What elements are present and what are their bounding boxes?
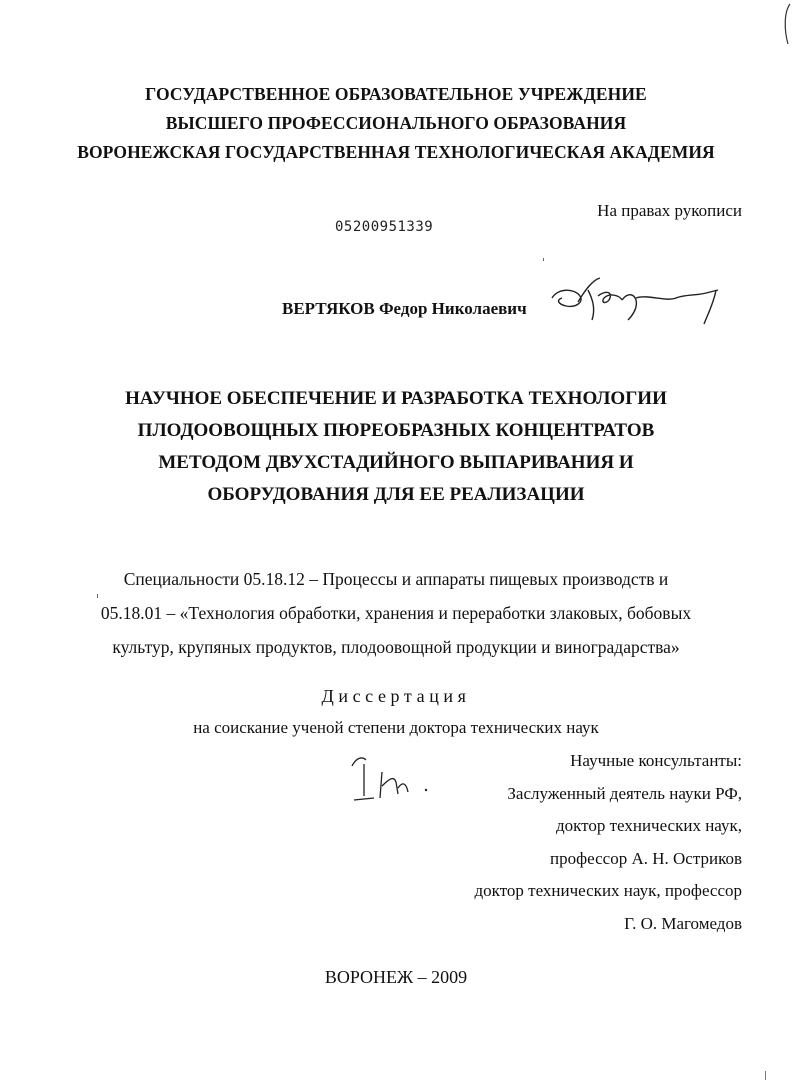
title-line-1: НАУЧНОЕ ОБЕСПЕЧЕНИЕ И РАЗРАБОТКА ТЕХНОЛОГИИ	[125, 388, 667, 409]
city-year: ВОРОНЕЖ – 2009	[324, 967, 468, 987]
author-signature	[548, 268, 728, 328]
consultant-line-3: профессор А. Н. Остриков	[550, 848, 742, 868]
specialty-line-3: культур, крупяных продуктов, плодоовощной продукции и виноградарства»	[112, 637, 680, 657]
manuscript-rights-note: На правах рукописи	[597, 201, 742, 220]
consultant-line-4: доктор технических наук, профессор	[474, 881, 742, 900]
institution-line-2: ВЫСШЕГО ПРОФЕССИОНАЛЬНОГО ОБРАЗОВАНИЯ	[165, 113, 627, 133]
work-type: Диссертация	[321, 686, 471, 706]
consultant-line-2: доктор технических наук,	[555, 816, 742, 835]
title-line-3: МЕТОДОМ ДВУХСТАДИЙНОГО ВЫПАРИВАНИЯ И	[158, 452, 634, 473]
consultant-line-1: Заслуженный деятель науки РФ,	[507, 783, 742, 803]
institution-header	[0, 80, 792, 167]
document-code: 05200951339	[335, 219, 434, 235]
title-line-2: ПЛОДООВОЩНЫХ ПЮРЕОБРАЗНЫХ КОНЦЕНТРАТОВ	[137, 420, 655, 441]
specialty-line-1: Специальности 05.18.12 – Процессы и аппараты пищевых производств и	[123, 569, 669, 589]
institution-line-3: ВОРОНЕЖСКАЯ ГОСУДАРСТВЕННАЯ ТЕХНОЛОГИЧЕСКАЯ АКАДЕМИЯ	[77, 142, 715, 162]
specialty-line-2: 05.18.01 – «Технология обработки, хранения и переработки злаковых, бобовых	[100, 603, 692, 623]
consultant-line-5: Г. О. Магомедов	[624, 913, 742, 933]
scan-speck	[96, 593, 100, 599]
author-name	[282, 299, 527, 319]
consultants-heading: Научные консультанты:	[570, 751, 742, 770]
institution-line-1: ГОСУДАРСТВЕННОЕ ОБРАЗОВАТЕЛЬНОЕ УЧРЕЖДЕНИЕ	[145, 84, 647, 104]
consultant-signature	[344, 752, 444, 812]
degree-line: на соискание ученой степени доктора технических наук	[193, 718, 599, 737]
dissertation-title	[0, 383, 792, 511]
scan-edge-mark	[778, 0, 792, 50]
title-line-4: ОБОРУДОВАНИЯ ДЛЯ ЕЕ РЕАЛИЗАЦИИ	[207, 484, 585, 505]
scan-speck	[764, 1070, 768, 1082]
author-surname: ВЕРТЯКОВ	[282, 299, 375, 318]
scientific-consultants	[475, 745, 742, 940]
specialty-block	[0, 562, 792, 664]
author-given-names: Федор Николаевич	[378, 299, 527, 318]
scan-speck	[542, 257, 546, 263]
